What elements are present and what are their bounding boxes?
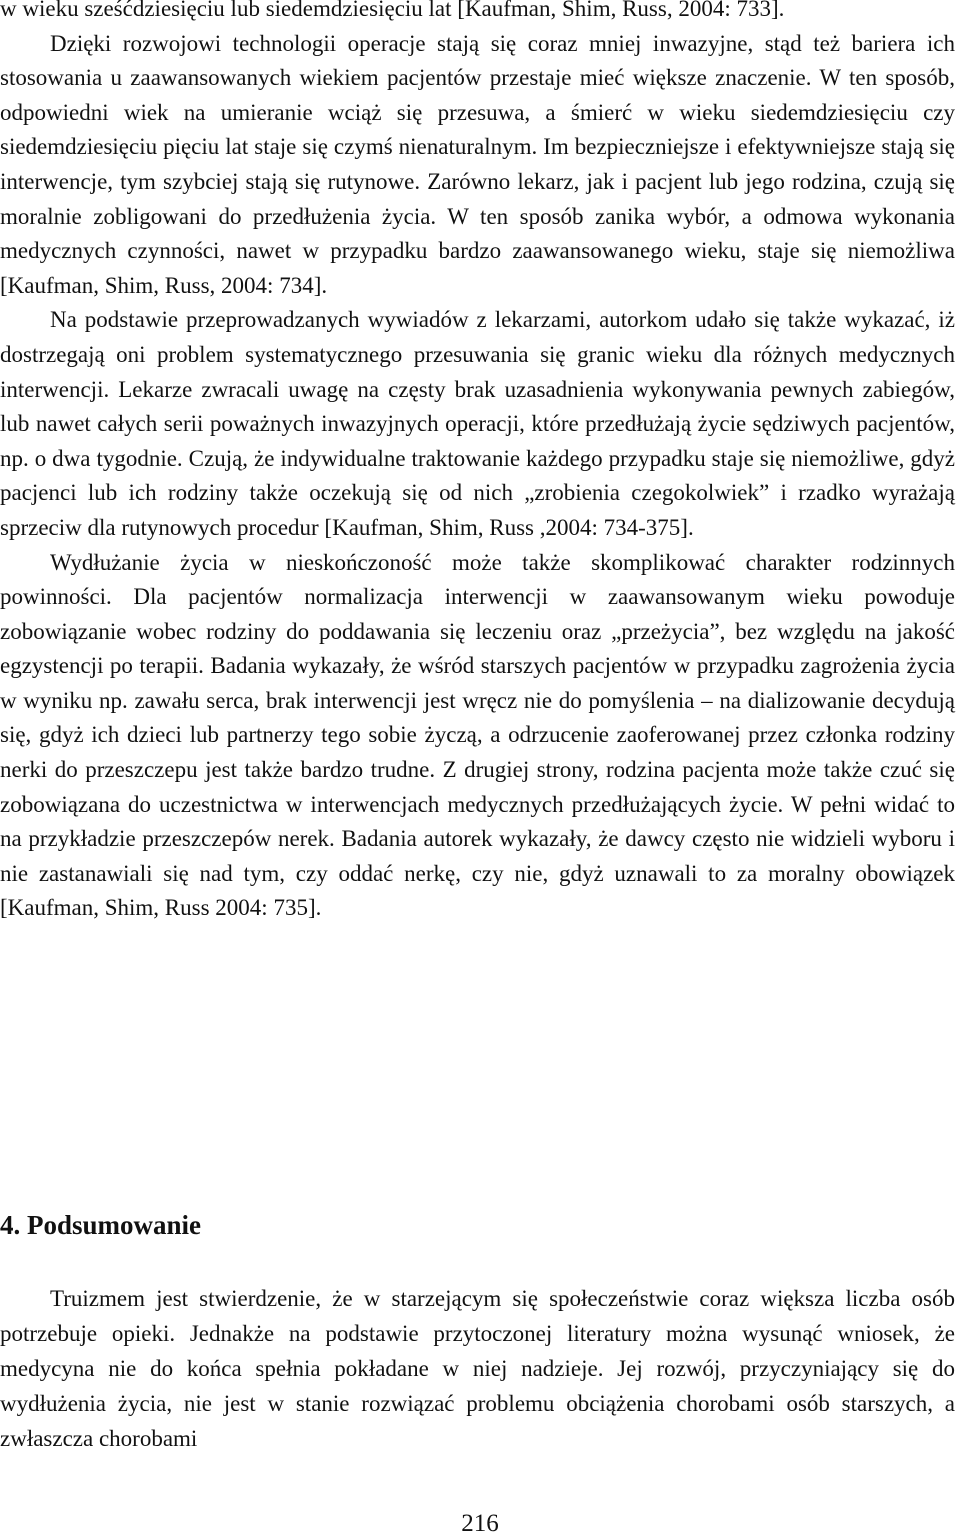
paragraph: Dzięki rozwojowi technologii operacje stają się coraz mniej inwazyjne, stąd też bariera ich stosowania u zaawansowanych wiekiem pacjentów przestaje mieć większe znaczenie. W ten sposób, odpowiedni wiek na umieranie wciąż się przesuwa, a śmierć w wieku siedemdziesięciu czy siedemdziesięciu pięciu lat staje się czymś nienaturalnym. Im bezpieczniejsze i efektywniejsze stają się interwencje, tym szybciej stają się rutynowe. Zarówno lekarz, jak i pacjent lub jego rodzina, czują się moralnie zobligowani do przedłużenia życia. W ten sposób zanika wybór, a odmowa wykonania medycznych czynności, nawet w przypadku bardzo zaawansowanego wieku, staje się niemożliwa [Kaufman, Shim, Russ, 2004: 734].: [0, 30, 955, 298]
summary-text: [0, 1281, 955, 1456]
page-number: 216: [461, 1510, 499, 1537]
paragraph: Truizmem jest stwierdzenie, że w starzejącym się społeczeństwie coraz większa liczba osób potrzebuje opieki. Jednakże na podstawie przytoczonej literatury można wysunąć wniosek, że medycyna nie do końca spełnia pokładane w niej nadzieje. Jej rozwój, przyczyniający się do wydłużenia życia, nie jest w stanie rozwiązać problemu obciążenia chorobami osób starszych, a zwłaszcza chorobami: [0, 1286, 955, 1451]
continuation-paragraph: w wieku sześćdziesięciu lub siedemdziesięciu lat [Kaufman, Shim, Russ, 2004: 733].: [0, 0, 785, 21]
paragraph: Na podstawie przeprowadzanych wywiadów z lekarzami, autorkom udało się także wykazać, iż dostrzegają oni problem systematycznego przesuwania się granic wieku dla różnych medycznych interwencji. Lekarze zwracali uwagę na częsty brak uzasadnienia wykonywania pewnych zabiegów, lub nawet całych serii poważnych inwazyjnych operacji, które przedłużają życie sędziwych pacjentów, np. o dwa tygodnie. Czują, że indywidualne traktowanie każdego przypadku staje się niemożliwe, gdyż pacjenci lub ich rodziny także oczekują się od nich „zrobienia czegokolwiek” i rzadko wyrażają sprzeciw dla rutynowych procedur [Kaufman, Shim, Russ ,2004: 734-375].: [0, 307, 955, 540]
section-heading: 4. Podsumowanie: [0, 1210, 202, 1240]
paragraph: Wydłużanie życia w nieskończoność może także skomplikować charakter rodzinnych powinności. Dla pacjentów normalizacja interwencji w zaawansowanym wieku powoduje zobowiązanie wobec rodziny do poddawania się leczeniu oraz „przeżycia”, bez względu na jakość egzystencji po terapii. Badania wykazały, że wśród starszych pacjentów w przypadku zagrożenia życia w wyniku np. zawału serca, brak interwencji jest wręcz nie do pomyślenia – na dializowanie decydują się, gdyż ich dzieci lub partnerzy tego sobie życzą, a odrzucenie zaoferowanej przez członka rodziny nerki do przeszczepu jest także bardzo trudne. Z drugiej strony, rodzina pacjenta może także czuć się zobowiązana do uczestnictwa w interwencjach medycznych przedłużających życie. W pełni widać to na przykładzie przeszczepów nerek. Badania autorek wykazały, że dawcy często nie widzieli wyboru i nie zastanawiali się nad tym, czy oddać nerkę, czy nie, gdyż uznawali to za moralny obowiązek [Kaufman, Shim, Russ 2004: 735].: [0, 549, 955, 921]
